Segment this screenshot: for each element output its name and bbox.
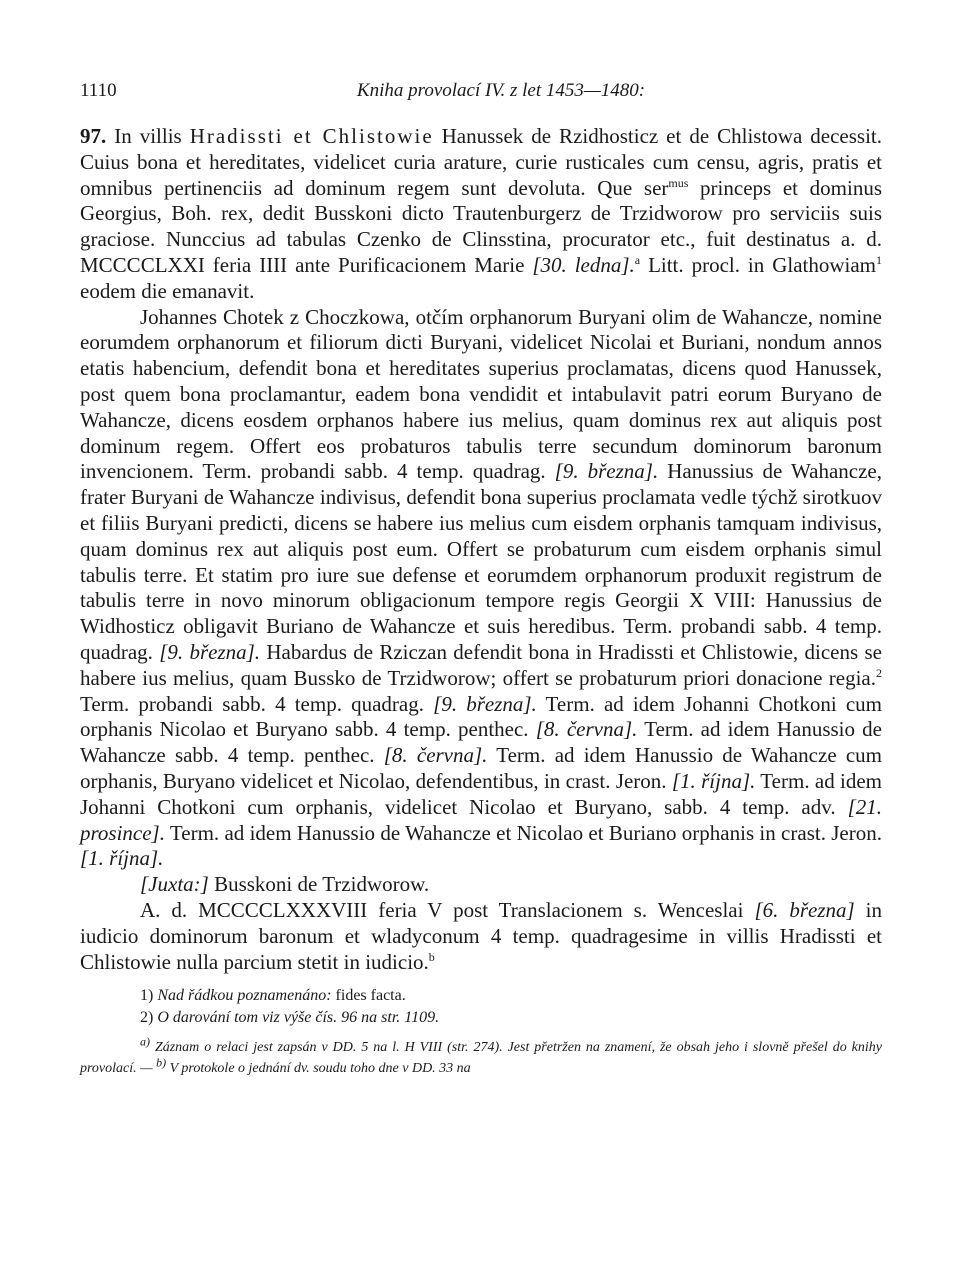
text-span: princeps et dominus Georgius, Boh. rex, dedit Busskoni dicto Trautenburgerz de Trzidworow pro serviciis suis graciose. Nunccius ad tabulas Czenko de Clinsstina, procurator etc., fuit destinatus a. d. MCCCCLXXI feria IIII ante Purificacionem Marie bbox=[80, 175, 883, 277]
page-number: 1110 bbox=[80, 80, 117, 101]
paragraph-2 bbox=[80, 305, 882, 873]
editorial-date: [21. prosince]. bbox=[80, 794, 882, 845]
text-span: Habardus de Rziczan defendit bona in Hradissti et Chlistowie, dicens se habere ius melius, quam Bussko de Trzidworow; offert se probaturum priori donacione regia. bbox=[80, 639, 882, 690]
apparatus-notes bbox=[80, 1034, 882, 1079]
paragraph-4 bbox=[80, 898, 882, 975]
footnote-1 bbox=[80, 985, 882, 1007]
superscript: mus bbox=[668, 175, 689, 190]
text-span: Johannes Chotek z Choczkowa, otčím orphanorum Buryani olim de Wahancze, nomine eorumdem orphanorum et filiorum dicti Buryani, videlicet Nicolai et Buriani, nondum annos etatis habencium, defendit bona et hereditates superius proclamatas, dicens quod Hanussek, post quem bona proclamantur, eadem bona vendidit et intabulavit patri eorum Buryano de Wahancze, dicens eosdem orphanos habere ius melius, quam dominus rex aut aliquis post dominum regem. Offert eos probaturos tabulis terre secundum dominorum baronum invencionem. Term. probandi sabb. 4 temp. quadrag. bbox=[80, 304, 882, 484]
text-span: Term. ad idem Johanni Chotkoni cum orphanis, videlicet Nicolao et Buryano, sabb. 4 temp. adv. bbox=[80, 768, 882, 819]
document-page bbox=[80, 80, 882, 1079]
running-head: Kniha provolací IV. z let 1453—1480: bbox=[356, 80, 646, 101]
footnote-ref: 2 bbox=[876, 665, 882, 680]
apparatus-ref: a bbox=[634, 252, 641, 267]
paragraph-3 bbox=[80, 872, 882, 898]
editorial-date: [1. října]. bbox=[671, 768, 756, 793]
editorial-date: [1. října]. bbox=[80, 846, 164, 871]
footnote-2 bbox=[80, 1007, 882, 1029]
apparatus-mark: b) bbox=[156, 1055, 167, 1070]
text-span: Busskoni de Trzidworow. bbox=[208, 872, 430, 897]
text-span: Term. ad idem Hanussio de Wahancze et Nicolao et Buriano orphanis in crast. Jeron. bbox=[164, 820, 882, 845]
editorial-date: [30. ledna]. bbox=[532, 252, 635, 277]
footnote-italic: Nad řádkou poznamenáno: bbox=[157, 987, 332, 1005]
text-span: Term. ad idem Hanussio de Wahancze sabb. 4 temp. penthec. bbox=[80, 717, 882, 768]
text-span: In villis bbox=[114, 124, 190, 148]
entry-number: 97. bbox=[80, 124, 107, 148]
apparatus-ref: b bbox=[428, 949, 435, 964]
text-span: Hanussek de Rzidhosticz et de Chlistowa decessit. Cuius bona et hereditates, videlicet curia arature, curie rusticales cum censu, agris, pratis et omnibus pertinenciis ad dominum regem sunt devoluta. Que ser bbox=[80, 124, 882, 200]
text-span: in iudicio dominorum baronum et wladyconum 4 temp. quadragesime in villis Hradissti et Chlistowie nulla parcium stetit in iudicio. bbox=[80, 897, 882, 974]
text-span: Term. ad idem Hanussio de Wahancze cum orphanis, Buryano videlicet et Nicolao, defendentibus, in crast. Jeron. bbox=[80, 743, 882, 793]
text-span: Litt. procl. in Glathowiam bbox=[640, 252, 877, 277]
editorial-date: [8. června]. bbox=[383, 743, 488, 768]
critical-apparatus bbox=[80, 1034, 882, 1079]
apparatus-text: Záznam o relaci jest zapsán v DD. 5 na l. H VIII (str. 274). Jest přetržen na znamení, že obsah jeho i slovně přešel do knihy provolací. — bbox=[80, 1040, 882, 1077]
text-span: eodem die emanavit. bbox=[80, 278, 255, 303]
entry-97 bbox=[80, 124, 882, 975]
footnote-ref: 1 bbox=[876, 252, 883, 267]
footnote-mark: 2) bbox=[140, 1009, 154, 1027]
editorial-date: [9. března]. bbox=[159, 639, 261, 664]
page-header bbox=[80, 80, 882, 104]
text-span: A. d. MCCCCLXXXVIII feria V post Translacionem s. Wenceslai bbox=[140, 897, 755, 922]
editorial-date: [8. června]. bbox=[535, 717, 638, 742]
footnote-italic: O darování tom viz výše čís. 96 na str. 1109. bbox=[157, 1009, 440, 1027]
place-names-spaced: Hradissti et Chlistowie bbox=[189, 124, 434, 148]
editorial-date: [9. března]. bbox=[433, 691, 537, 716]
footnote-text: fides facta. bbox=[331, 987, 406, 1005]
text-span: Term. ad idem Johanni Chotkoni cum orphanis Nicolao et Buryano sabb. 4 temp. penthec. bbox=[80, 691, 882, 742]
apparatus-mark: a) bbox=[140, 1034, 150, 1049]
footnote-mark: 1) bbox=[140, 987, 154, 1005]
editorial-date: [6. března] bbox=[754, 897, 855, 922]
text-span: Term. probandi sabb. 4 temp. quadrag. bbox=[80, 691, 434, 716]
editorial-insertion: [Juxta:] bbox=[140, 872, 209, 897]
apparatus-text: V protokole o jednání dv. soudu toho dne v DD. 33 na bbox=[166, 1061, 471, 1077]
text-span: Hanussius de Wahancze, frater Buryani de Wahancze indivisus, defendit bona superius proclamata vedle týchž sirotkuov et filiis Buryani predicti, dicens se habere ius melius cum eisdem orphanis tamquam indivisus, quam dominus rex aut aliquis post eum. Offert se probaturum cum eisdem orphanis simul tabulis terre. Et statim pro iure sue defense et eorumdem orphanorum produxit registrum de tabulis terre in novo minorum obligacionum tempore regis Georgii X VIII: Hanussius de Widhosticz obligavit Buriano de Wahancze et suis heredibus. Term. probandi sabb. 4 temp. quadrag. bbox=[80, 459, 882, 664]
editorial-date: [9. března]. bbox=[554, 459, 659, 484]
footnotes bbox=[80, 985, 882, 1029]
paragraph-1 bbox=[80, 124, 882, 305]
